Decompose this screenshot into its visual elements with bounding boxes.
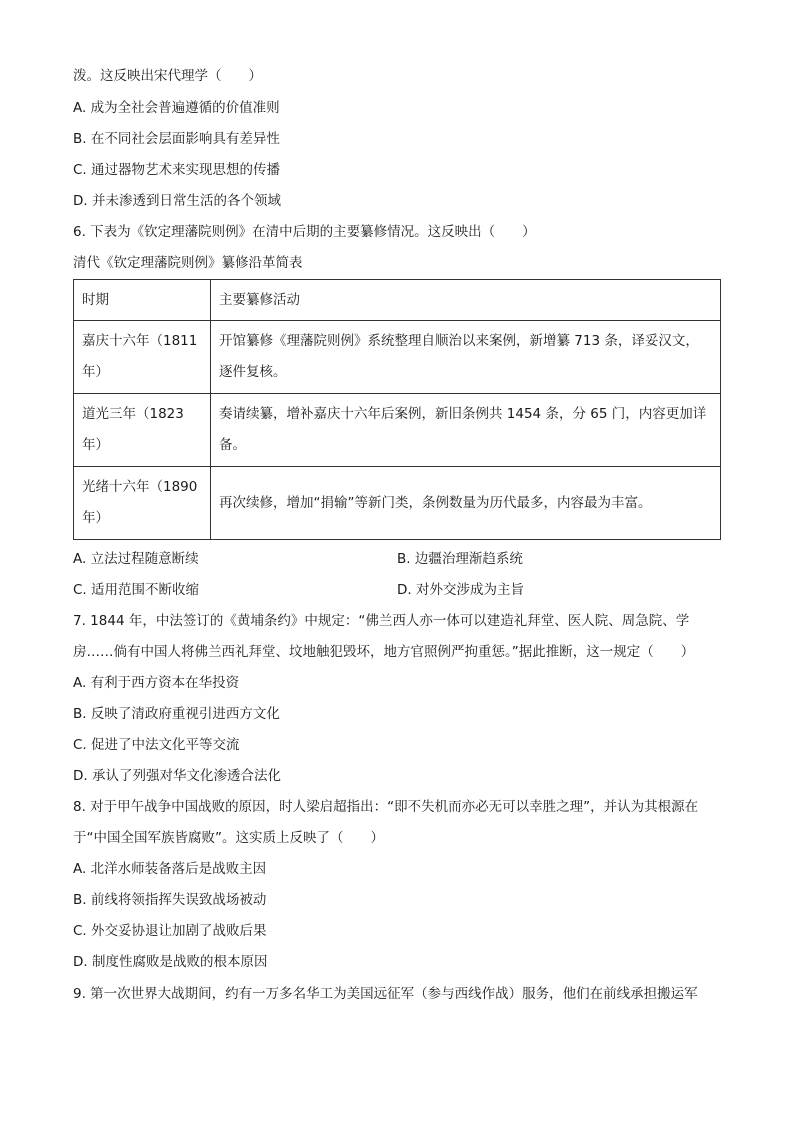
- table-cell-activity: 开馆纂修《理藩院则例》系统整理自顺治以来案例，新增纂 713 条，译妥汉文，逐件复核。: [211, 321, 721, 394]
- table-row: [74, 394, 721, 467]
- table-cell-activity: 再次续修，增加“捐输”等新门类，条例数量为历代最多，内容最为丰富。: [211, 467, 721, 540]
- q7-stem-line2: 房……倘有中国人将佛兰西礼拜堂、坟地触犯毁坏，地方官照例严拘重惩。”据此推断，这一规定（ ）: [73, 644, 695, 660]
- q8-stem-line1: 8. 对于甲午战争中国战败的原因，时人梁启超指出：“即不失机而亦必无可以幸胜之理”，并认为其根源在: [73, 799, 699, 815]
- q7-option-b: B. 反映了清政府重视引进西方文化: [73, 706, 280, 722]
- table-header-cell: 主要纂修活动: [211, 280, 721, 321]
- q5-option-d: D. 并未渗透到日常生活的各个领域: [73, 193, 281, 209]
- table-cell-activity: 奏请续纂，增补嘉庆十六年后案例，新旧条例共 1454 条，分 65 门，内容更加详备。: [211, 394, 721, 467]
- table-header-cell: 时期: [74, 280, 211, 321]
- revision-history-table: [73, 279, 721, 540]
- q6-option-d: D. 对外交涉成为主旨: [397, 582, 524, 598]
- q8-option-a: A. 北洋水师装备落后是战败主因: [73, 861, 267, 877]
- q8-option-b: B. 前线将领指挥失误致战场被动: [73, 892, 267, 908]
- table-cell-period: 道光三年（1823年）: [74, 394, 211, 467]
- q5-option-b: B. 在不同社会层面影响具有差异性: [73, 131, 280, 147]
- q7-option-c: C. 促进了中法文化平等交流: [73, 737, 240, 753]
- q7-option-d: D. 承认了列强对华文化渗透合法化: [73, 768, 281, 784]
- q6-option-c: C. 适用范围不断收缩: [73, 582, 200, 598]
- q9-stem-line1: 9. 第一次世界大战期间，约有一万多名华工为美国远征军（参与西线作战）服务，他们在前线承担搬运军: [73, 986, 698, 1002]
- q6-stem: 6. 下表为《钦定理藩院则例》在清中后期的主要纂修情况。这反映出（ ）: [73, 224, 536, 240]
- q8-stem-line2: 于“中国全国军族皆腐败”。这实质上反映了（ ）: [73, 830, 384, 846]
- q5-option-a: A. 成为全社会普遍遵循的价值准则: [73, 100, 280, 116]
- q8-option-d: D. 制度性腐败是战败的根本原因: [73, 954, 268, 970]
- table-cell-period: 嘉庆十六年（1811年）: [74, 321, 211, 394]
- q7-stem-line1: 7. 1844 年，中法签订的《黄埔条约》中规定：“佛兰西人亦一体可以建造礼拜堂、医人院、周急院、学: [73, 613, 690, 629]
- table-cell-period: 光绪十六年（1890年）: [74, 467, 211, 540]
- q5-option-c: C. 通过器物艺术来实现思想的传播: [73, 162, 281, 178]
- table-row: [74, 321, 721, 394]
- q5-stem-tail: 泼。这反映出宋代理学（ ）: [73, 68, 262, 84]
- q6-option-a: A. 立法过程随意断续: [73, 551, 199, 567]
- table-header-row: [74, 280, 721, 321]
- q8-option-c: C. 外交妥协退让加剧了战败后果: [73, 923, 267, 939]
- table-row: [74, 467, 721, 540]
- table-caption: 清代《钦定理藩院则例》纂修沿革简表: [73, 255, 303, 271]
- q7-option-a: A. 有利于西方资本在华投资: [73, 675, 240, 691]
- q6-option-b: B. 边疆治理渐趋系统: [397, 551, 523, 567]
